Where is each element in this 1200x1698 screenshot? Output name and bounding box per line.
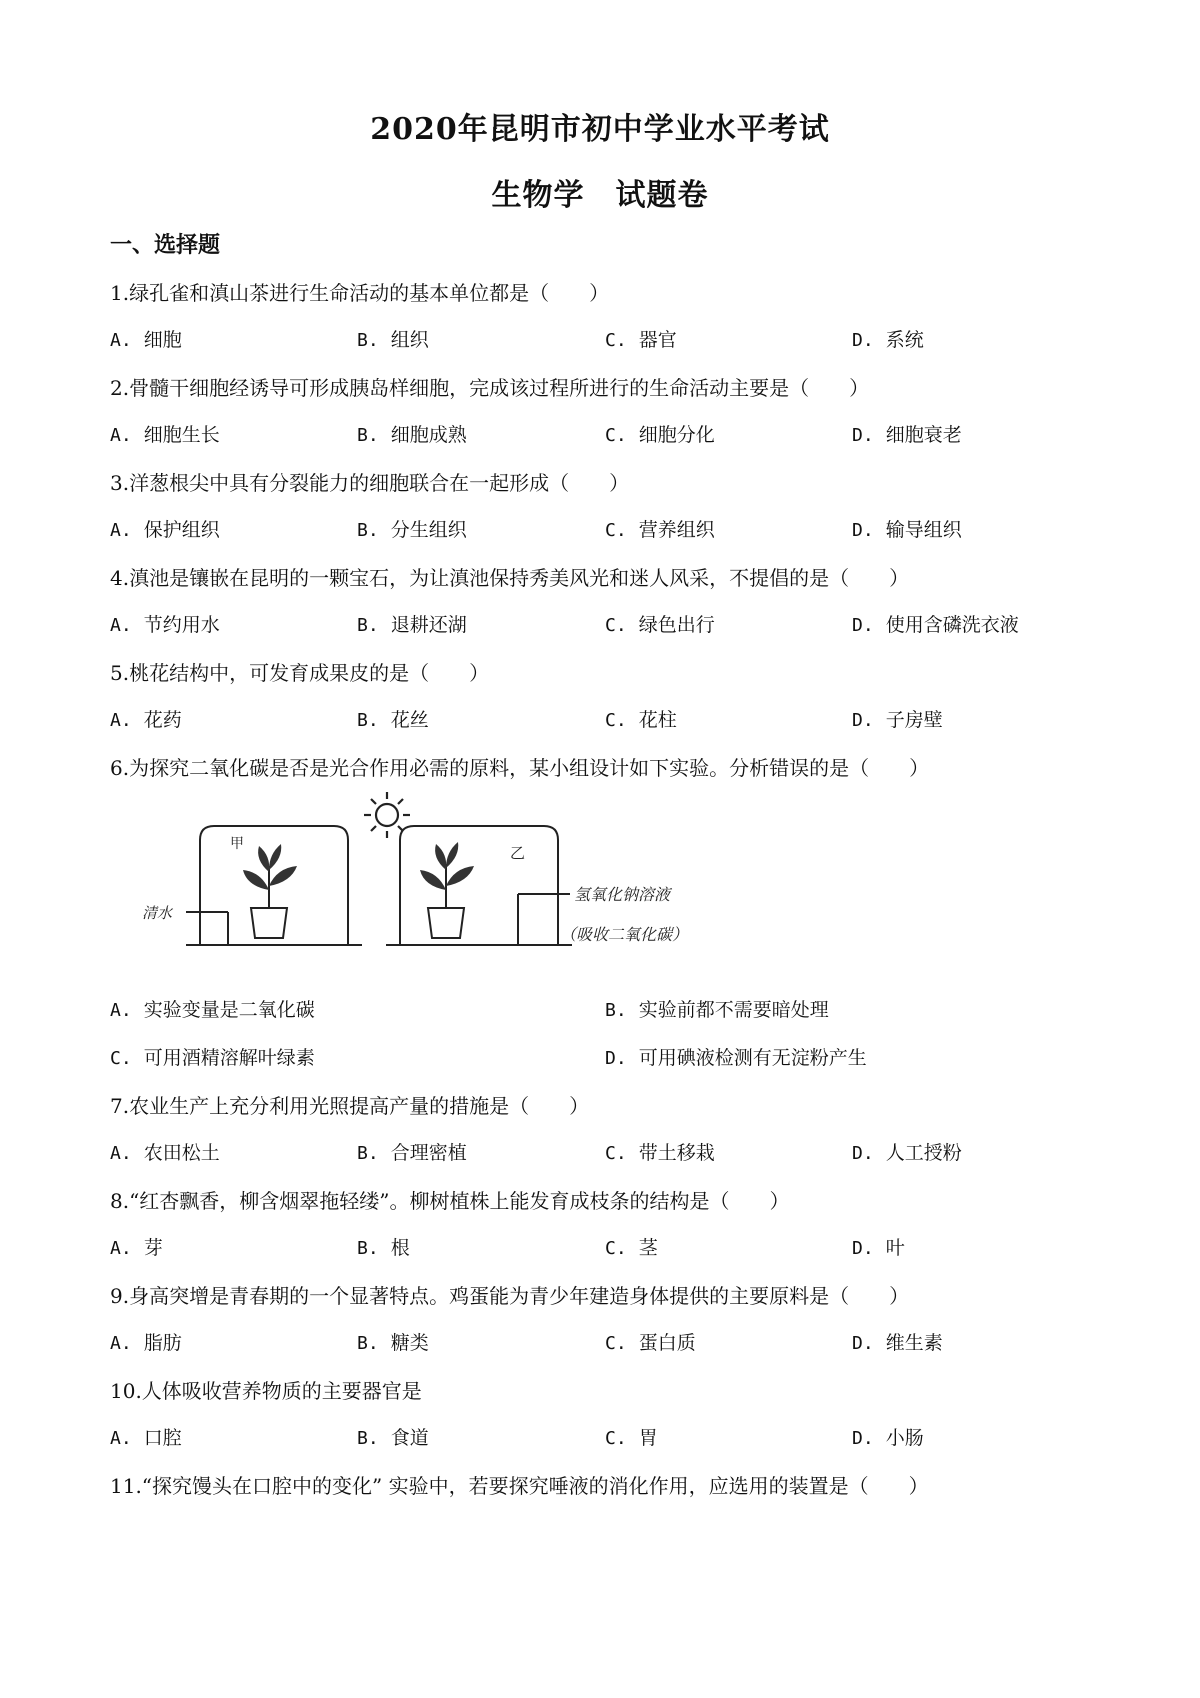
plant-right	[420, 842, 474, 938]
options-7	[110, 1138, 1110, 1166]
options-2	[110, 420, 1110, 448]
option-d: D. 输导组织	[852, 519, 962, 541]
option-a: A. 细胞	[110, 329, 182, 351]
options-9	[110, 1328, 1110, 1356]
question-7: 7.农业生产上充分利用光照提高产量的措施是（ ）	[110, 1094, 590, 1118]
experiment-figure	[142, 790, 770, 965]
option-d: D. 使用含磷洗衣液	[852, 614, 1019, 636]
question-3: 3.洋葱根尖中具有分裂能力的细胞联合在一起形成（ ）	[110, 471, 630, 495]
options-4	[110, 610, 1110, 638]
option-c: C. 茎	[605, 1237, 658, 1259]
option-b: B. 合理密植	[357, 1142, 467, 1164]
question-10: 10.人体吸收营养物质的主要器官是	[110, 1379, 422, 1403]
bell-jar-jia	[186, 826, 362, 945]
option-a: A. 节约用水	[110, 614, 220, 636]
right-solution-label: 氢氧化钠溶液	[574, 885, 671, 904]
option-a: A. 细胞生长	[110, 424, 220, 446]
bell-jar-yi	[386, 826, 572, 945]
dish-left	[186, 912, 228, 944]
jar-label-yi: 乙	[510, 844, 526, 862]
option-a: A. 脂肪	[110, 1332, 182, 1354]
option-c: C. 花柱	[605, 709, 677, 731]
page-title: 2020年昆明市初中学业水平考试	[370, 112, 830, 147]
option-b: B. 退耕还湖	[357, 614, 467, 636]
option-d: D. 系统	[852, 329, 924, 351]
option-d: D. 小肠	[852, 1427, 924, 1449]
plant-left	[243, 844, 297, 938]
option-c: C. 可用酒精溶解叶绿素	[110, 1047, 315, 1069]
option-d: D. 人工授粉	[852, 1142, 962, 1164]
option-b: B. 实验前都不需要暗处理	[605, 999, 829, 1021]
option-a: A. 实验变量是二氧化碳	[110, 999, 315, 1021]
question-5: 5.桃花结构中，可发育成果皮的是（ ）	[110, 661, 490, 685]
options-6-row1	[110, 995, 1110, 1023]
options-10	[110, 1423, 1110, 1451]
option-a: A. 保护组织	[110, 519, 220, 541]
option-b: B. 花丝	[357, 709, 429, 731]
option-c: C. 胃	[605, 1427, 658, 1449]
option-c: C. 蛋白质	[605, 1332, 696, 1354]
option-d: D. 维生素	[852, 1332, 943, 1354]
option-b: B. 细胞成熟	[357, 424, 467, 446]
question-4: 4.滇池是镶嵌在昆明的一颗宝石，为让滇池保持秀美风光和迷人风采，不提倡的是（ ）	[110, 566, 910, 590]
question-11: 11.“探究馒头在口腔中的变化” 实验中，若要探究唾液的消化作用，应选用的装置是（ ）	[110, 1474, 929, 1498]
option-a: A. 芽	[110, 1237, 163, 1259]
option-c: C. 器官	[605, 329, 677, 351]
section-heading: 一、选择题	[110, 232, 221, 258]
options-3	[110, 515, 1110, 543]
page-subtitle: 生物学 试题卷	[491, 178, 709, 213]
options-8	[110, 1233, 1110, 1261]
option-c: C. 绿色出行	[605, 614, 715, 636]
question-2: 2.骨髓干细胞经诱导可形成胰岛样细胞，完成该过程所进行的生命活动主要是（ ）	[110, 376, 870, 400]
option-a: A. 花药	[110, 709, 182, 731]
question-6: 6.为探究二氧化碳是否是光合作用必需的原料，某小组设计如下实验。分析错误的是（ ）	[110, 756, 930, 780]
option-b: B. 组织	[357, 329, 429, 351]
option-a: A. 口腔	[110, 1427, 182, 1449]
question-9: 9.身高突增是青春期的一个显著特点。鸡蛋能为青少年建造身体提供的主要原料是（ ）	[110, 1284, 910, 1308]
option-d: D. 叶	[852, 1237, 905, 1259]
options-1	[110, 325, 1110, 353]
option-d: D. 可用碘液检测有无淀粉产生	[605, 1047, 867, 1069]
option-a: A. 农田松土	[110, 1142, 220, 1164]
option-c: C. 营养组织	[605, 519, 715, 541]
option-b: B. 糖类	[357, 1332, 429, 1354]
option-c: C. 带土移栽	[605, 1142, 715, 1164]
option-d: D. 细胞衰老	[852, 424, 962, 446]
question-1: 1.绿孔雀和滇山茶进行生命活动的基本单位都是（ ）	[110, 281, 610, 305]
option-b: B. 根	[357, 1237, 410, 1259]
right-solution-note: （吸收二氧化碳）	[560, 925, 689, 944]
jar-label-jia: 甲	[230, 836, 244, 852]
option-d: D. 子房壁	[852, 709, 943, 731]
option-b: B. 食道	[357, 1427, 429, 1449]
question-8: 8.“红杏飘香，柳含烟翠拖轻缕”。柳树植株上能发育成枝条的结构是（ ）	[110, 1189, 790, 1213]
option-b: B. 分生组织	[357, 519, 467, 541]
options-5	[110, 705, 1110, 733]
left-solution-label: 清水	[142, 904, 173, 922]
options-6-row2	[110, 1043, 1110, 1071]
option-c: C. 细胞分化	[605, 424, 715, 446]
